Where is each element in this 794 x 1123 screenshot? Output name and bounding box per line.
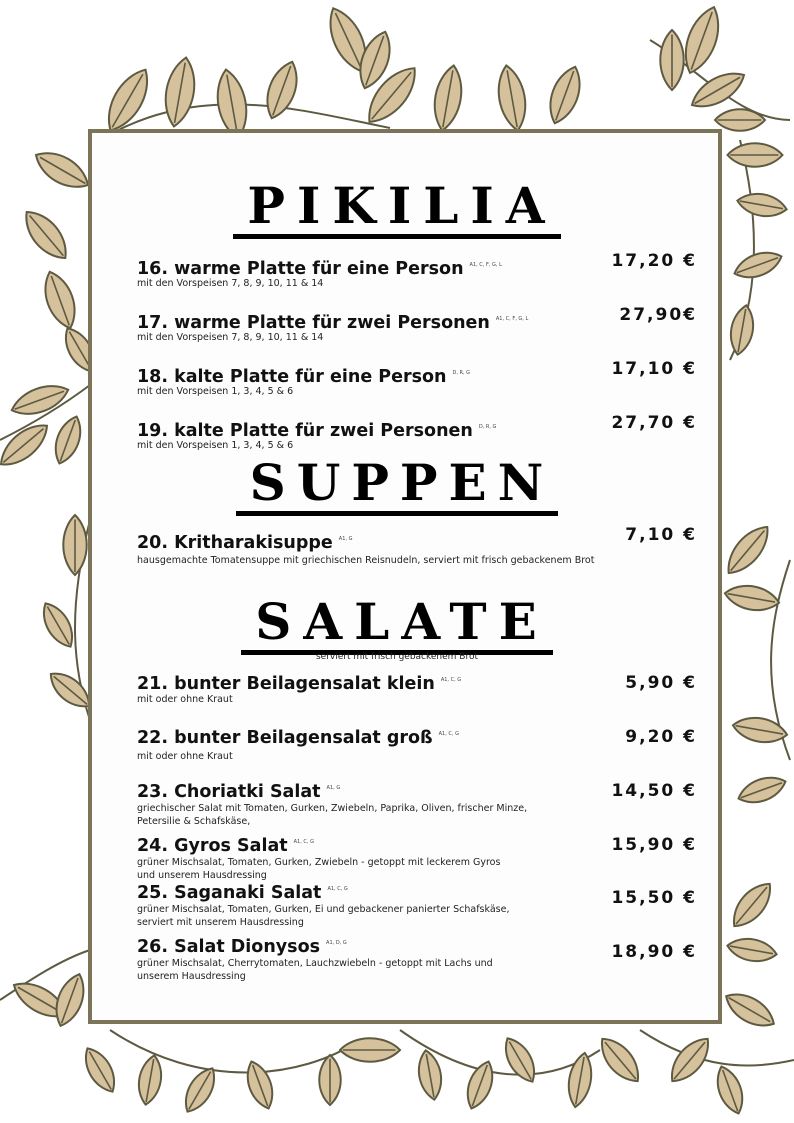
leaf-icon [8,379,72,422]
leaf-icon [728,143,783,166]
leaf-icon [593,1031,646,1088]
allergen-code: A1, C, G [327,886,348,892]
leaf-icon [731,246,785,283]
item-description: mit den Vorspeisen 7, 8, 9, 10, 11 & 14 [137,278,324,289]
allergen-code: A1, G [326,785,341,791]
menu-item [137,936,697,983]
menu-item [137,413,697,452]
item-price: 7,10 € [625,525,697,545]
item-name: 20. Kritharakisuppe $^{A1, G}$ [137,533,353,553]
leaf-icon [38,267,82,332]
allergen-code: A1, G [338,536,353,542]
item-price: 17,10 € [611,359,697,379]
leaf-icon [677,2,727,77]
leaf-icon [260,57,304,122]
menu-item [137,305,697,344]
item-description: mit den Vorspeisen 7, 8, 9, 10, 11 & 14 [137,332,324,343]
item-description: mit oder ohne Kraut [137,751,233,762]
item-name: 26. Salat Dionysos $^{A1, D, G}$ [137,937,347,957]
item-price: 5,90 € [625,673,697,693]
item-name: 18. kalte Platte für eine Person $^{D, R, G}$ [137,367,471,387]
menu-item [137,727,697,763]
leaf-icon [731,714,789,747]
stem-line [640,1030,794,1066]
menu-item [137,251,697,290]
item-price: 9,20 € [625,727,697,747]
item-name: 25. Saganaki Salat $^{A1, C, G}$ [137,883,348,903]
item-price: 18,90 € [611,942,697,962]
item-name: 22. bunter Beilagensalat groß $^{A1, C, G}$ [137,728,459,748]
leaf-icon [241,1058,278,1112]
leaf-icon [63,515,86,575]
item-description: mit oder ohne Kraut [137,694,233,705]
item-price: 27,90€ [619,305,697,325]
item-name: 16. warme Platte für eine Person $^{A1, C, F, G, L}$ [137,259,502,279]
leaf-icon [160,55,199,129]
item-description: grüner Mischsalat, Tomaten, Gurken, Zwiebeln - getoppt mit leckerem Gyros und unserem Hausdressing [137,857,501,881]
leaf-icon [735,771,789,808]
leaf-icon [660,30,683,90]
item-description: mit den Vorspeisen 1, 3, 4, 5 & 6 [137,440,294,451]
leaf-icon [720,519,776,580]
allergen-code: A1, C, G [293,839,314,845]
item-description: hausgemachte Tomatensuppe mit griechischen Reisnudeln, serviert mit frisch gebackenem Brot [137,555,595,566]
item-name: 23. Choriatki Salat $^{A1, G}$ [137,782,341,802]
leaf-icon [725,876,778,933]
leaf-icon [720,986,779,1034]
leaf-icon [565,1051,596,1109]
item-price: 17,20 € [611,251,697,271]
menu-item [137,673,697,706]
leaf-icon [494,63,530,132]
leaf-icon [319,1055,340,1105]
menu-item [137,835,697,882]
item-description: griechischer Salat mit Tomaten, Gurken, Zwiebeln, Paprika, Oliven, frischer Minze, Petersilie & Schafskäse, [137,803,528,827]
item-name: 19. kalte Platte für zwei Personen $^{D, R, G}$ [137,421,497,441]
leaf-icon [726,935,779,965]
leaf-icon [711,1063,748,1117]
menu-item [137,525,697,567]
leaf-icon [727,304,757,357]
leaf-icon [135,1054,165,1107]
menu-item [137,359,697,398]
section-title-suppen: SUPPEN [0,455,794,516]
item-name: 24. Gyros Salat $^{A1, C, G}$ [137,836,314,856]
item-description: mit den Vorspeisen 1, 3, 4, 5 & 6 [137,386,294,397]
leaf-icon [415,1049,445,1102]
allergen-code: D, R, G [452,370,471,376]
allergen-code: A1, D, G [326,940,347,946]
allergen-code: D, R, G [478,424,497,430]
item-description: grüner Mischsalat, Cherrytomaten, Lauchzwiebeln - getoppt mit Lachs und unserem Hausdressing [137,958,493,982]
leaf-icon [340,1038,400,1061]
allergen-code: A1, C, G [438,731,459,737]
menu-item [137,882,697,929]
item-name: 17. warme Platte für zwei Personen $^{A1, C, F, G, L}$ [137,313,529,333]
allergen-code: A1, C, G [440,677,462,683]
item-price: 15,90 € [611,835,697,855]
item-price: 27,70 € [611,413,697,433]
section-title-pikilia: PIKILIA [0,178,794,239]
allergen-code: A1, C, F, G, L [469,262,502,268]
menu-item [137,781,697,828]
allergen-code: A1, C, F, G, L [495,316,529,322]
leaf-icon [430,63,466,132]
section-title-salate: SALATE [0,594,794,655]
salate-note: serviert mit frisch gebackenem Brot [315,652,479,662]
leaf-icon [543,62,587,127]
item-name: 21. bunter Beilagensalat klein $^{A1, C, G}$ [137,674,462,694]
item-price: 15,50 € [611,888,697,908]
leaf-icon [498,1033,542,1087]
leaf-icon [78,1043,122,1097]
item-description: grüner Mischsalat, Tomaten, Gurken, Ei und gebackener panierter Schafskäse, serviert mit unserem Hausdressing [137,904,510,928]
item-price: 14,50 € [611,781,697,801]
